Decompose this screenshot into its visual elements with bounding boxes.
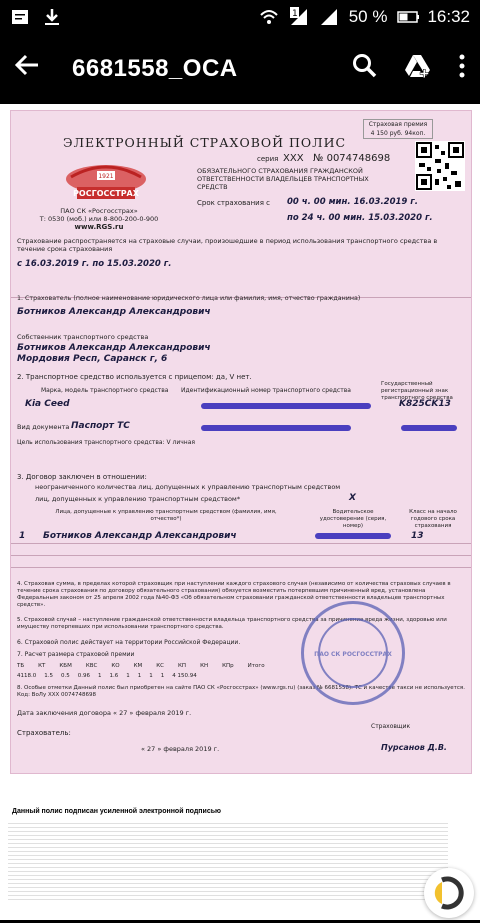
insurer-phone: Т: 0530 (моб.) или 8-800-200-0-900 — [39, 215, 159, 223]
document-title: 6681558_OCA — [72, 55, 238, 82]
premium-label: Страховая премия — [368, 121, 428, 128]
drivers-header: Лица, допущенные к управлению транспортным средством (фамилия, имя, отчество*) — [55, 509, 277, 522]
osago-heading: ОБЯЗАТЕЛЬНОГО СТРАХОВАНИЯ ГРАЖДАНСКОЙ ОТВЕТСТВЕННОСТИ ВЛАДЕЛЬЦЕВ ТРАНСПОРТНЫХ СРЕДСТВ — [197, 167, 369, 191]
driver-name: Ботников Александр Александрович — [43, 531, 237, 541]
signal-bars-icon — [319, 7, 339, 27]
insurer-contacts — [39, 207, 159, 231]
redacted-vin — [201, 403, 371, 409]
insurance-policy-page — [10, 110, 472, 774]
doc-type: Паспорт ТС — [71, 421, 130, 431]
owner-label: Собственник транспортного средства — [17, 333, 149, 341]
contract-date: Дата заключения договора « 27 » февраля 2019 г. — [17, 709, 192, 717]
app-bar — [0, 34, 480, 104]
rosgosstrakh-logo — [51, 157, 161, 207]
redacted-license — [315, 533, 391, 539]
add-to-drive-icon[interactable] — [404, 53, 432, 86]
purpose: Цель использования транспортного средства: V личная — [17, 439, 196, 446]
period-text: Страхование распространяется на страховые случаи, произошедшие в период использования транспортного средства в течение срока страхования — [17, 237, 438, 253]
calc-headers: ТБ КТ КБМ КВС КО КМ КС КП КН КПр Итого — [17, 663, 265, 669]
limited-mark: X — [349, 493, 356, 503]
owner-name: Ботников Александр Александрович — [17, 343, 211, 353]
download-icon — [42, 7, 62, 27]
insurant-sign-label: Страхователь: — [17, 729, 71, 737]
battery-icon — [397, 7, 417, 27]
clause-6: 6. Страховой полис действует на территории Российской Федерации. — [17, 639, 241, 646]
car-model: Kia Ceed — [25, 399, 70, 409]
divider — [11, 567, 472, 568]
insurer-sign-label: Страховщик — [371, 723, 411, 730]
message-icon — [10, 7, 30, 27]
unlimited-drivers: неограниченного количества лиц, допущенных к управлению транспортным средством — [35, 483, 341, 491]
driver-class: 13 — [411, 531, 424, 541]
svg-text:РОСГОССТРАХ: РОСГОССТРАХ — [73, 189, 139, 198]
back-arrow-icon[interactable] — [14, 52, 54, 86]
svg-text:ПАО СК РОСГОССТРАХ: ПАО СК РОСГОССТРАХ — [314, 651, 392, 658]
period-from: с 16.03.2019 г. по 15.03.2020 г. — [17, 259, 172, 269]
clause-4: 4. Страховая сумма, в пределах которой страховщик при наступлении каждого страхового случая (независимо от количества страховых случаев в течение срока страхования по договору обязательного страхования) обязуется возместить потерпевшим причиненный вред, установлена Федеральным законом от 25 апреля 2002 года №40-ФЗ «Об обязательном страховании гражданской ответственности владельцев транспортных средств». — [17, 581, 451, 608]
signal-icon — [289, 7, 309, 27]
driver-number: 1 — [19, 531, 26, 541]
car-label: Марка, модель транспортного средства — [41, 387, 169, 394]
term-from: 00 ч. 00 мин. 16.03.2019 г. — [287, 197, 418, 207]
reg-number: K825CK13 — [399, 399, 451, 409]
sign-date: « 27 » февраля 2019 г. — [141, 745, 220, 753]
special-notes: 8. Особые отметки Данный полис был приобретен на сайте ПАО СК «Росгосстрах» (www.rgs.ru) (заказ № 6681558). ТС и качестве такси не используется. Код: ВоЛу XXX 0074748698 — [17, 685, 465, 698]
insurer-site: www.RGS.ru — [74, 223, 124, 231]
series-label: серия — [257, 155, 279, 163]
premium-value: 4 150 руб. 94коп. — [370, 130, 426, 137]
divider — [11, 555, 472, 556]
clause-5: 5. Страховой случай – наступление гражданской ответственности владельца транспортного средства за причинение вреда жизни, здоровью или имуществу потерпевших при использовании транспортного средства. — [17, 617, 447, 630]
vin-label: Идентификационный номер транспортного средства — [181, 387, 351, 394]
contract-heading: 3. Договор заключен в отношении: — [17, 473, 147, 481]
more-menu-icon[interactable] — [458, 53, 466, 86]
company-stamp — [301, 601, 405, 705]
agent-name: Пурсанов Д.В. — [381, 743, 447, 752]
term-label: Срок страхования с — [197, 199, 270, 207]
drivers-license-header: Водительское удостоверение (серия, номер) — [319, 509, 387, 529]
signature-page — [0, 798, 480, 920]
signature-data — [8, 820, 448, 900]
search-icon[interactable] — [352, 53, 378, 86]
redacted-doc — [201, 425, 351, 431]
insurant-label: 1. Страхователь (полное наименование юридического лица или фамилия, имя, отчество гражданина) — [17, 295, 361, 302]
doc-type-label: Вид документа — [17, 423, 70, 431]
calc-values: 4118.0 1.5 0.5 0.96 1 1.6 1 1 1 1 4 150.94 — [17, 673, 197, 679]
term-to: по 24 ч. 00 мин. 15.03.2020 г. — [287, 213, 433, 223]
drivers-class-header: Класс на начало годового срока страхования — [409, 509, 457, 529]
insurer-name: ПАО СК «Росгосстрах» — [60, 207, 138, 215]
policy-number: № 0074748698 — [313, 153, 391, 164]
policy-title: ЭЛЕКТРОННЫЙ СТРАХОВОЙ ПОЛИС — [63, 135, 347, 150]
clause-7: 7. Расчет размера страховой премии — [17, 651, 135, 658]
edit-fab[interactable] — [424, 868, 474, 918]
reg-label: Государственный регистрационный знак транспортного средства — [381, 381, 453, 401]
trailer-line: 2. Транспортное средство используется с прицепом: да, V нет. — [17, 373, 252, 381]
svg-text:1921: 1921 — [98, 173, 114, 180]
premium-box — [363, 119, 433, 139]
redacted-doc-date — [401, 425, 457, 431]
battery-percent: 50 % — [348, 7, 388, 26]
signature-heading: Данный полис подписан усиленной электронной подписью — [12, 808, 222, 815]
signal-count: 1 — [291, 9, 298, 19]
insurant-name: Ботников Александр Александрович — [17, 307, 211, 317]
qr-code — [415, 141, 465, 191]
pdf-viewer[interactable] — [0, 104, 480, 920]
wifi-icon — [259, 7, 279, 27]
status-bar — [0, 0, 480, 34]
limited-drivers: лиц, допущенных к управлению транспортным средством* — [35, 495, 241, 503]
clock: 16:32 — [427, 7, 470, 26]
divider — [11, 543, 472, 544]
series: XXX — [283, 153, 304, 164]
owner-address: Мордовия Респ, Саранск г, 6 — [17, 354, 168, 364]
